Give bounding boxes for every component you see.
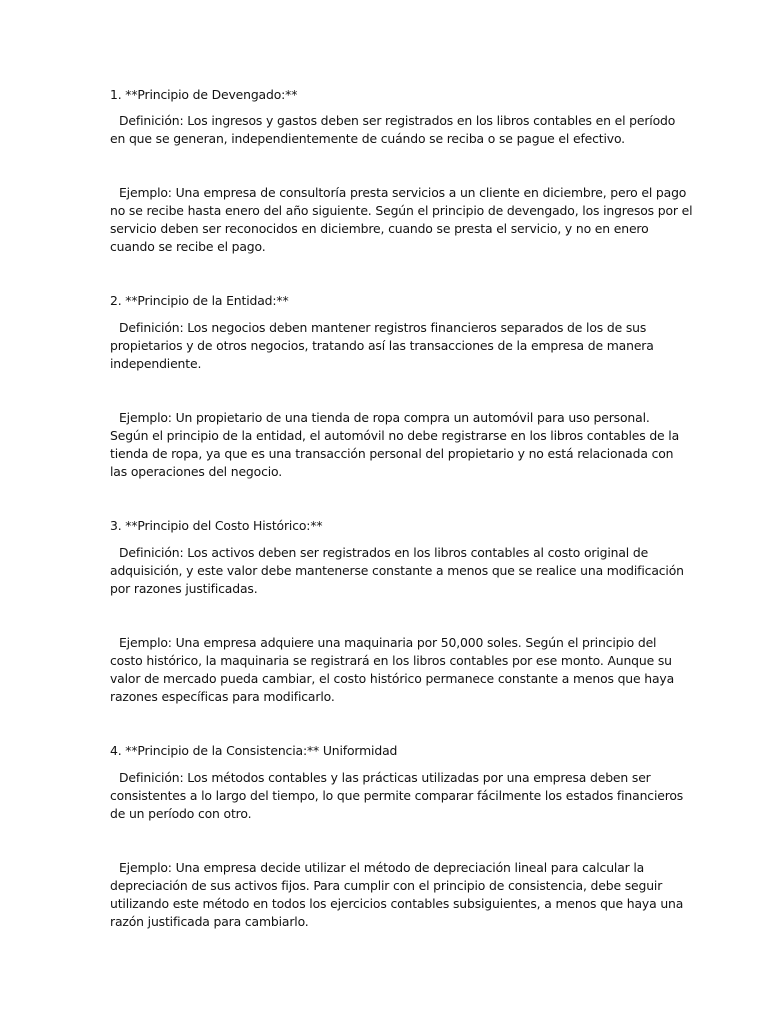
section-2-example-line-3: tienda de ropa, ya que es una transacción personal del propietario y no está relacionada con xyxy=(110,446,674,461)
section-2-heading: 2. **Principio de la Entidad:** xyxy=(110,293,289,308)
section-3-definition-line-1: Definición: Los activos deben ser registrados en los libros contables al costo original de xyxy=(119,545,649,560)
section-4-definition-line-2: consistentes a lo largo del tiempo, lo que permite comparar fácilmente los estados financieros xyxy=(110,788,684,803)
section-3-example-line-1: Ejemplo: Una empresa adquiere una maquinaria por 50,000 soles. Según el principio del xyxy=(119,635,657,650)
section-3-definition-line-2: adquisición, y este valor debe mantenerse constante a menos que se realice una modificación xyxy=(110,563,684,578)
section-2-definition-line-3: independiente. xyxy=(110,356,202,371)
section-1-example-line-4: cuando se recibe el pago. xyxy=(110,239,266,254)
section-1-example-line-3: servicio deben ser reconocidos en diciembre, cuando se presta el servicio, y no en enero xyxy=(110,221,649,236)
section-2-example-line-1: Ejemplo: Un propietario de una tienda de ropa compra un automóvil para uso personal. xyxy=(119,410,650,425)
section-3-heading: 3. **Principio del Costo Histórico:** xyxy=(110,518,323,533)
section-1-heading: 1. **Principio de Devengado:** xyxy=(110,87,298,102)
section-4-example-line-2: depreciación de sus activos fijos. Para cumplir con el principio de consistencia, debe seguir xyxy=(110,878,663,893)
section-4-definition-line-1: Definición: Los métodos contables y las prácticas utilizadas por una empresa deben ser xyxy=(119,770,651,785)
section-4-example-line-1: Ejemplo: Una empresa decide utilizar el método de depreciación lineal para calcular la xyxy=(119,860,645,875)
section-4-example-line-3: utilizando este método en todos los ejercicios contables subsiguientes, a menos que haya una xyxy=(110,896,684,911)
section-3-example-line-3: valor de mercado pueda cambiar, el costo histórico permanece constante a menos que haya xyxy=(110,671,675,686)
section-2-definition-line-2: propietarios y de otros negocios, tratando así las transacciones de la empresa de manera xyxy=(110,338,654,353)
section-4-definition-line-3: de un período con otro. xyxy=(110,806,252,821)
section-2-example-line-2: Según el principio de la entidad, el automóvil no debe registrarse en los libros contables de la xyxy=(110,428,680,443)
section-4-heading: 4. **Principio de la Consistencia:** Uniformidad xyxy=(110,743,398,758)
section-4-example-line-4: razón justificada para cambiarlo. xyxy=(110,914,309,929)
section-3-example-line-4: razones específicas para modificarlo. xyxy=(110,689,335,704)
section-1-example-line-2: no se recibe hasta enero del año siguiente. Según el principio de devengado, los ingresos por el xyxy=(110,203,693,218)
section-1-example-line-1: Ejemplo: Una empresa de consultoría presta servicios a un cliente en diciembre, pero el pago xyxy=(119,185,687,200)
section-1-definition-line-1: Definición: Los ingresos y gastos deben ser registrados en los libros contables en el período xyxy=(119,113,676,128)
section-2-example-line-4: las operaciones del negocio. xyxy=(110,464,283,479)
section-3-definition-line-3: por razones justificadas. xyxy=(110,581,258,596)
section-3-example-line-2: costo histórico, la maquinaria se registrará en los libros contables por ese monto. Aunque su xyxy=(110,653,672,668)
section-2-definition-line-1: Definición: Los negocios deben mantener registros financieros separados de los de sus xyxy=(119,320,647,335)
section-1-definition-line-2: en que se generan, independientemente de cuándo se reciba o se pague el efectivo. xyxy=(110,131,625,146)
